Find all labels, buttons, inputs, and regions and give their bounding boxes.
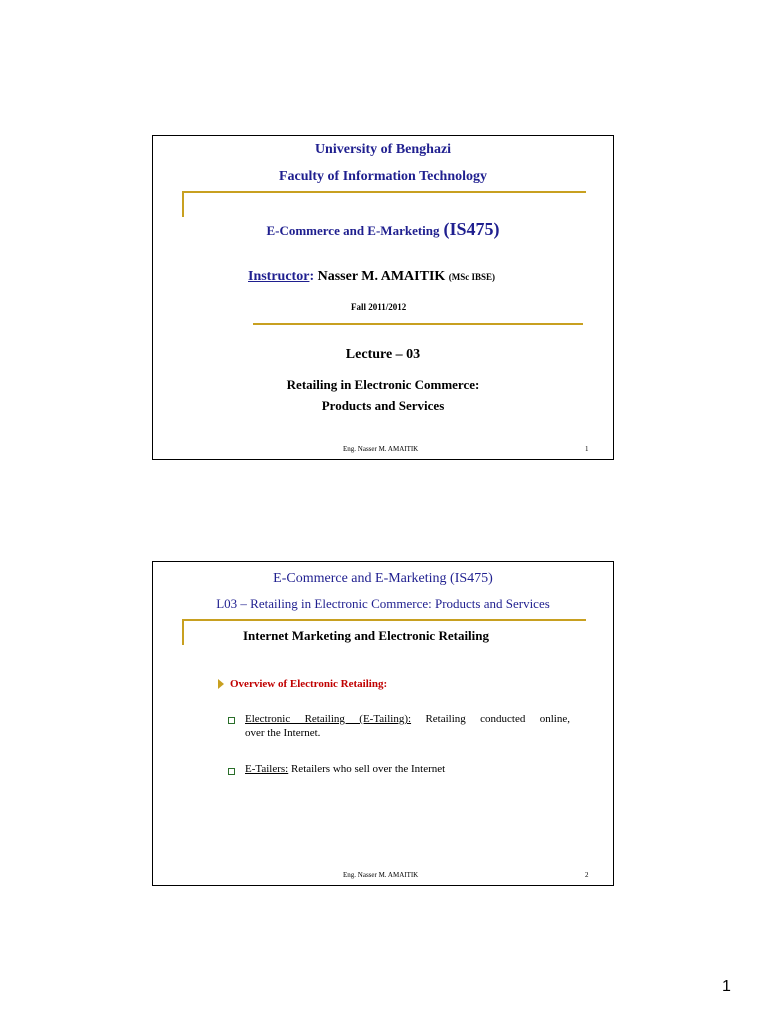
definition-etailing-cont: over the Internet. [245, 727, 321, 739]
slide-1 [152, 135, 614, 460]
lecture-title: L03 – Retailing in Electronic Commerce: Products and Services [216, 596, 550, 611]
footer-author: Eng. Nasser M. AMAITIK [343, 871, 419, 879]
instructor-colon: : [309, 269, 315, 284]
term-etailers: E-Tailers: [245, 763, 289, 775]
topic-line-1: Retailing in Electronic Commerce: [286, 377, 480, 392]
footer-author: Eng. Nasser M. AMAITIK [343, 445, 419, 453]
triangle-arrow-icon [218, 679, 224, 689]
gold-divider-top [182, 191, 586, 193]
gold-accent-bar [182, 619, 184, 645]
overview-heading: Overview of Electronic Retailing: [230, 678, 388, 690]
square-bullet-icon [228, 768, 235, 775]
slide-number: 1 [585, 445, 589, 453]
slide-number: 2 [585, 871, 589, 879]
course-code: (IS475) [443, 219, 500, 239]
instructor-degree: (MSc IBSE) [448, 272, 496, 282]
instructor-name: Nasser M. AMAITIK [317, 269, 446, 284]
lecture-number: Lecture – 03 [345, 347, 421, 362]
term: Fall 2011/2012 [351, 302, 407, 312]
page-number: 1 [722, 978, 731, 995]
square-bullet-icon [228, 717, 235, 724]
course-title: E-Commerce and E-Marketing (IS475) [273, 571, 493, 586]
list-item-etailing [245, 712, 570, 740]
instructor-line [248, 269, 495, 285]
gold-divider [182, 619, 586, 621]
topic-line-2: Products and Services [321, 398, 445, 413]
course-name: E-Commerce and E-Marketing [266, 223, 440, 238]
university-name: University of Benghazi [314, 142, 452, 157]
section-title: Internet Marketing and Electronic Retailing [243, 628, 490, 643]
gold-accent-bar [182, 191, 184, 217]
term-etailing: Electronic Retailing (E-Tailing): [245, 713, 412, 725]
list-item-etailers [245, 763, 445, 775]
definition-etailing: Retailing conducted online, [411, 713, 570, 725]
instructor-label: Instructor [248, 269, 310, 284]
course-title [153, 219, 613, 240]
definition-etailers: Retailers who sell over the Internet [288, 763, 446, 775]
faculty-name: Faculty of Information Technology [278, 169, 488, 184]
gold-divider-bottom [253, 323, 583, 325]
slide-2 [152, 561, 614, 886]
